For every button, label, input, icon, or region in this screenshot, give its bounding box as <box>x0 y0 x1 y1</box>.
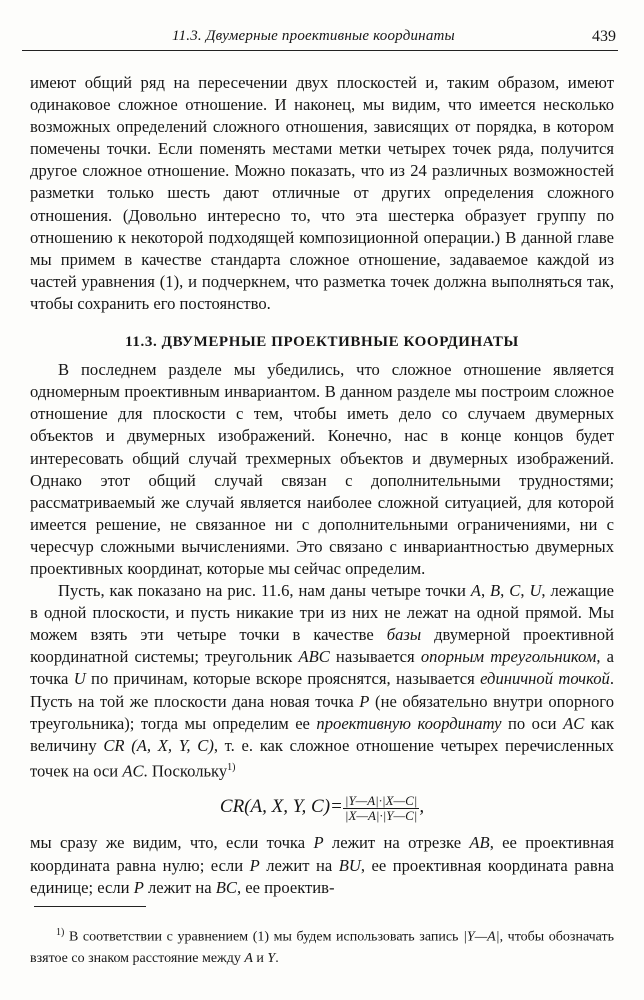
formula-lhs: CR(A, X, Y, C)= <box>219 796 343 818</box>
text-run: (не обязательно внутри опорного треугольника); тогда мы определим ее <box>30 691 614 733</box>
running-head-title: 11.3. Двумерные проективные координаты <box>172 28 455 44</box>
axis-label: AC <box>563 713 585 733</box>
point-label: P <box>133 877 144 897</box>
segment-label: BC <box>215 877 237 897</box>
text-run: , ее проектив- <box>236 877 335 897</box>
text-run: как величину <box>30 713 615 755</box>
segment-label: BU <box>338 855 361 875</box>
running-header <box>22 28 618 51</box>
body-text <box>30 72 614 899</box>
text-run: по причинам, которые вскоре прояснятся, называется <box>85 669 481 689</box>
text-run: . <box>275 950 279 966</box>
text-run: , чтобы обозначать взятое со знаком расстояние между <box>30 929 615 966</box>
text-run: , <box>520 581 530 601</box>
point-label: A <box>470 581 481 601</box>
point-label: B <box>490 581 501 601</box>
section-heading: 11.3. ДВУМЕРНЫЕ ПРОЕКТИВНЫЕ КООРДИНАТЫ <box>125 334 519 351</box>
footnote <box>30 922 614 969</box>
text-run: лежит на отрезке <box>323 833 470 853</box>
text-run: Пусть, как показано на рис. 11.6, нам даны четыре точки <box>58 581 471 601</box>
text-run: , а точка <box>30 647 614 689</box>
text-run: , т. е. как сложное отношение четырех перечисленных точек на оси <box>30 735 614 781</box>
point-label: P <box>359 691 370 711</box>
text-run: двумерной проективной координатной системы; треугольник <box>30 625 614 667</box>
emphasis-term: проективную координату <box>316 713 502 733</box>
text-run: мы сразу же видим, что, если точка <box>30 833 314 853</box>
point-label: U <box>73 669 86 689</box>
point-label: P <box>313 833 324 853</box>
emphasis-term: опорным треугольником <box>420 647 597 667</box>
text-run: . Пусть на той же плоскости дана новая точка <box>30 669 614 711</box>
point-label: P <box>249 855 260 875</box>
triangle-label: ABC <box>298 647 330 667</box>
emphasis-term: базы <box>386 625 422 645</box>
cross-ratio-formula <box>30 786 614 828</box>
footnote-divider <box>34 906 146 907</box>
formula-tail: , <box>419 796 425 818</box>
paragraph-intro: В последнем разделе мы убедились, что сложное отношение является одномерным проективным инвариантом. В данном разделе мы построим сложное отношение для плоскости с тем, чтобы иметь дело со случаем двумерных объектов и двумерных изображений. Конечно, нас в конце концов будет интересовать общий случай трехмерных объектов и двумерных изображений. Однако этот общий случай связан с дополнительными трудностями; рассматриваемый же случай является наиболее сложной ситуацией, для которой имеется решение, не связанное ни с дополнительными ограничениями, ни с чересчур сложными вычислениями. Это связано с инвариантностью двумерных проективных координат, которые мы сейчас определим. <box>30 360 614 578</box>
text-run: , <box>500 581 510 601</box>
footnote-reference[interactable]: 1) <box>227 761 236 773</box>
point-label: U <box>529 581 542 601</box>
formula-numerator: |Y—A|·|X—C| <box>344 792 418 808</box>
text-run: , ее проективная координата равна нулю; если <box>30 833 614 875</box>
formula-fraction <box>343 794 419 823</box>
inline-math: |Y—A| <box>463 929 500 945</box>
point-label: C <box>509 581 521 601</box>
text-run: лежит на <box>259 855 339 875</box>
paragraph-consequences <box>30 832 614 898</box>
formula-denominator: |X—A|·|Y—C| <box>344 807 418 823</box>
page-number: 439 <box>592 28 616 45</box>
footnote-marker: 1) <box>56 927 65 938</box>
point-label: A <box>244 950 253 966</box>
text-run: и <box>252 950 268 966</box>
axis-label: AC <box>122 761 144 781</box>
paragraph-definition <box>30 580 614 782</box>
emphasis-term: единичной точкой <box>480 669 610 689</box>
text-run: , лежащие в одной плоскости, и пусть никакие три из них не лежат на одной прямой. Мы можем взять эти четыре точки в качестве <box>30 581 615 645</box>
paragraph-continuation: имеют общий ряд на пересечении двух плоскостей и, таким образом, имеют одинаковое сложное отношение. И наконец, мы видим, что имеется несколько возможных определений сложного отношения, зависящих от порядка, в котором помечены точки. Если поменять местами метки четырех точек ряда, получится другое сложное отношение. Можно показать, что из 24 различных возможностей разметки только шесть дают отличные от других определения сложного отношения. (Довольно интересно то, что эта шестерка образует группу по отношению к некоторой подходящей композиционной операции.) В данной главе мы примем в качестве стандарта сложное отношение, задаваемое каждой из частей уравнения (1), и подчеркнем, что разметка точек должна выполняться так, чтобы сохранить его постоянство. <box>30 73 614 313</box>
text-run: по оси <box>501 713 564 733</box>
text-run: , ее проективная координата равна единице; если <box>30 855 615 897</box>
text-run: , <box>480 581 491 601</box>
footnote-text <box>30 922 614 969</box>
point-label: Y <box>267 950 276 966</box>
text-run: . Поскольку <box>143 761 228 781</box>
text-run: В соответствии с уравнением (1) мы будем использовать запись <box>64 929 464 945</box>
inline-math: CR (A, X, Y, C) <box>103 735 214 755</box>
text-run: лежит на <box>143 877 216 897</box>
text-run: называется <box>329 647 421 667</box>
segment-label: AB <box>469 833 490 853</box>
